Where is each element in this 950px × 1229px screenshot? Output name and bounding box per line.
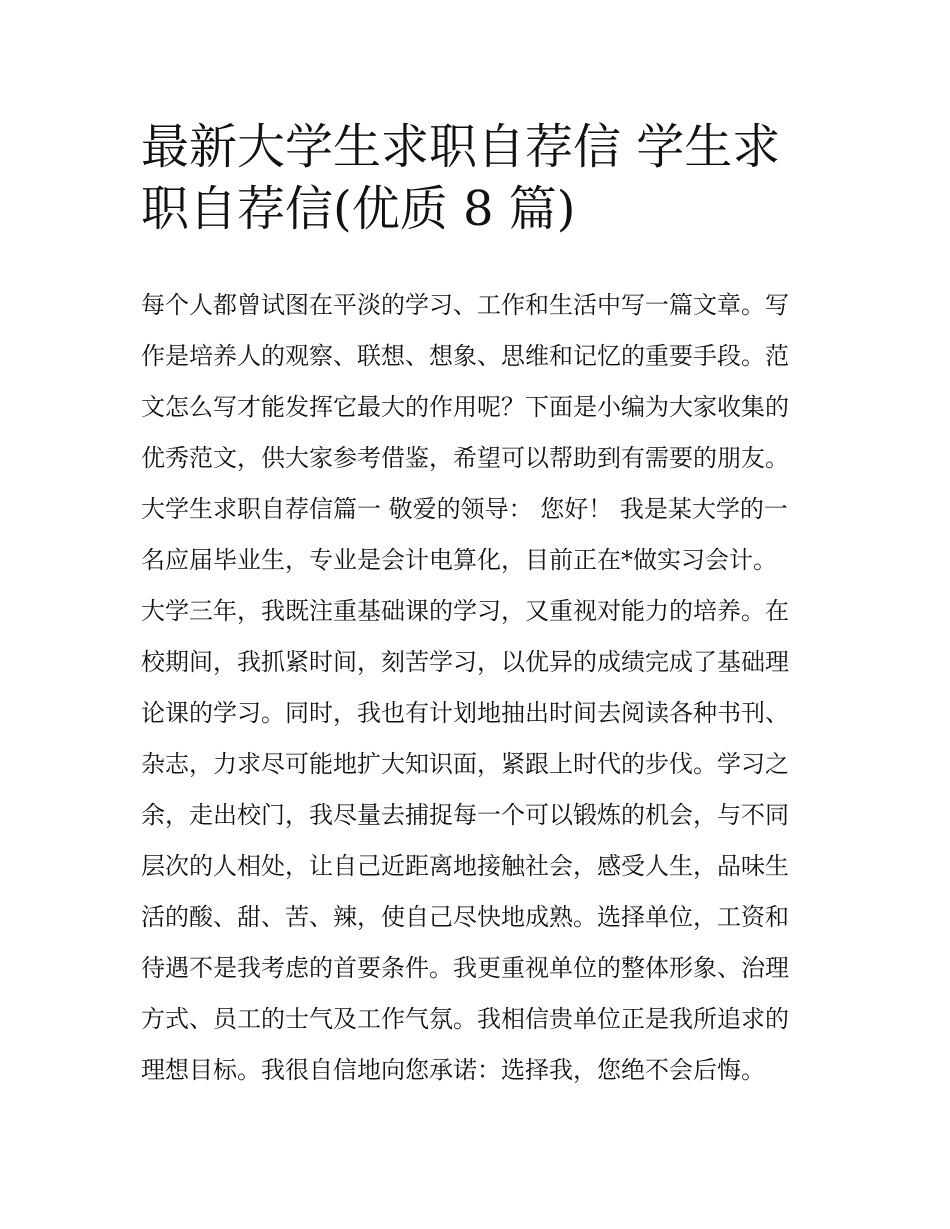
body-line: 理想目标。我很自信地向您承诺：选择我，您绝不会后悔。 [141,1056,765,1084]
document-body [141,280,821,1096]
title-line: 最新大学生求职自荐信 学生求 [141,119,781,175]
body-line: 论课的学习。同时，我也有计划地抽出时间去阅读各种书刊、 [141,699,789,727]
body-line: 每个人都曾试图在平淡的学习、工作和生活中写一篇文章。写 [141,291,789,319]
body-line: 名应届毕业生，专业是会计电算化，目前正在*做实习会计。 [141,546,777,574]
body-line: 余，走出校门，我尽量去捕捉每一个可以锻炼的机会，与不同 [141,801,789,829]
body-line: 活的酸、甜、苦、辣，使自己尽快地成熟。选择单位，工资和 [141,903,789,931]
body-line: 待遇不是我考虑的首要条件。我更重视单位的整体形象、治理 [141,954,789,982]
body-line: 杂志，力求尽可能地扩大知识面，紧跟上时代的步伐。学习之 [141,750,789,778]
body-line: 优秀范文，供大家参考借鉴，希望可以帮助到有需要的朋友。 [141,444,789,472]
body-line: 大学生求职自荐信篇一 敬爱的领导： 您好！ 我是某大学的一 [141,495,788,523]
body-line: 作是培养人的观察、联想、想象、思维和记忆的重要手段。范 [141,342,789,370]
document-title [141,116,821,240]
body-line: 文怎么写才能发挥它最大的作用呢？下面是小编为大家收集的 [141,393,789,421]
body-line: 大学三年，我既注重基础课的学习，又重视对能力的培养。在 [141,597,789,625]
body-line: 方式、员工的士气及工作气氛。我相信贵单位正是我所追求的 [141,1005,789,1033]
title-line: 职自荐信(优质 8 篇) [141,181,576,237]
body-line: 校期间，我抓紧时间，刻苦学习，以优异的成绩完成了基础理 [141,648,789,676]
body-line: 层次的人相处，让自己近距离地接触社会，感受人生，品味生 [141,852,789,880]
